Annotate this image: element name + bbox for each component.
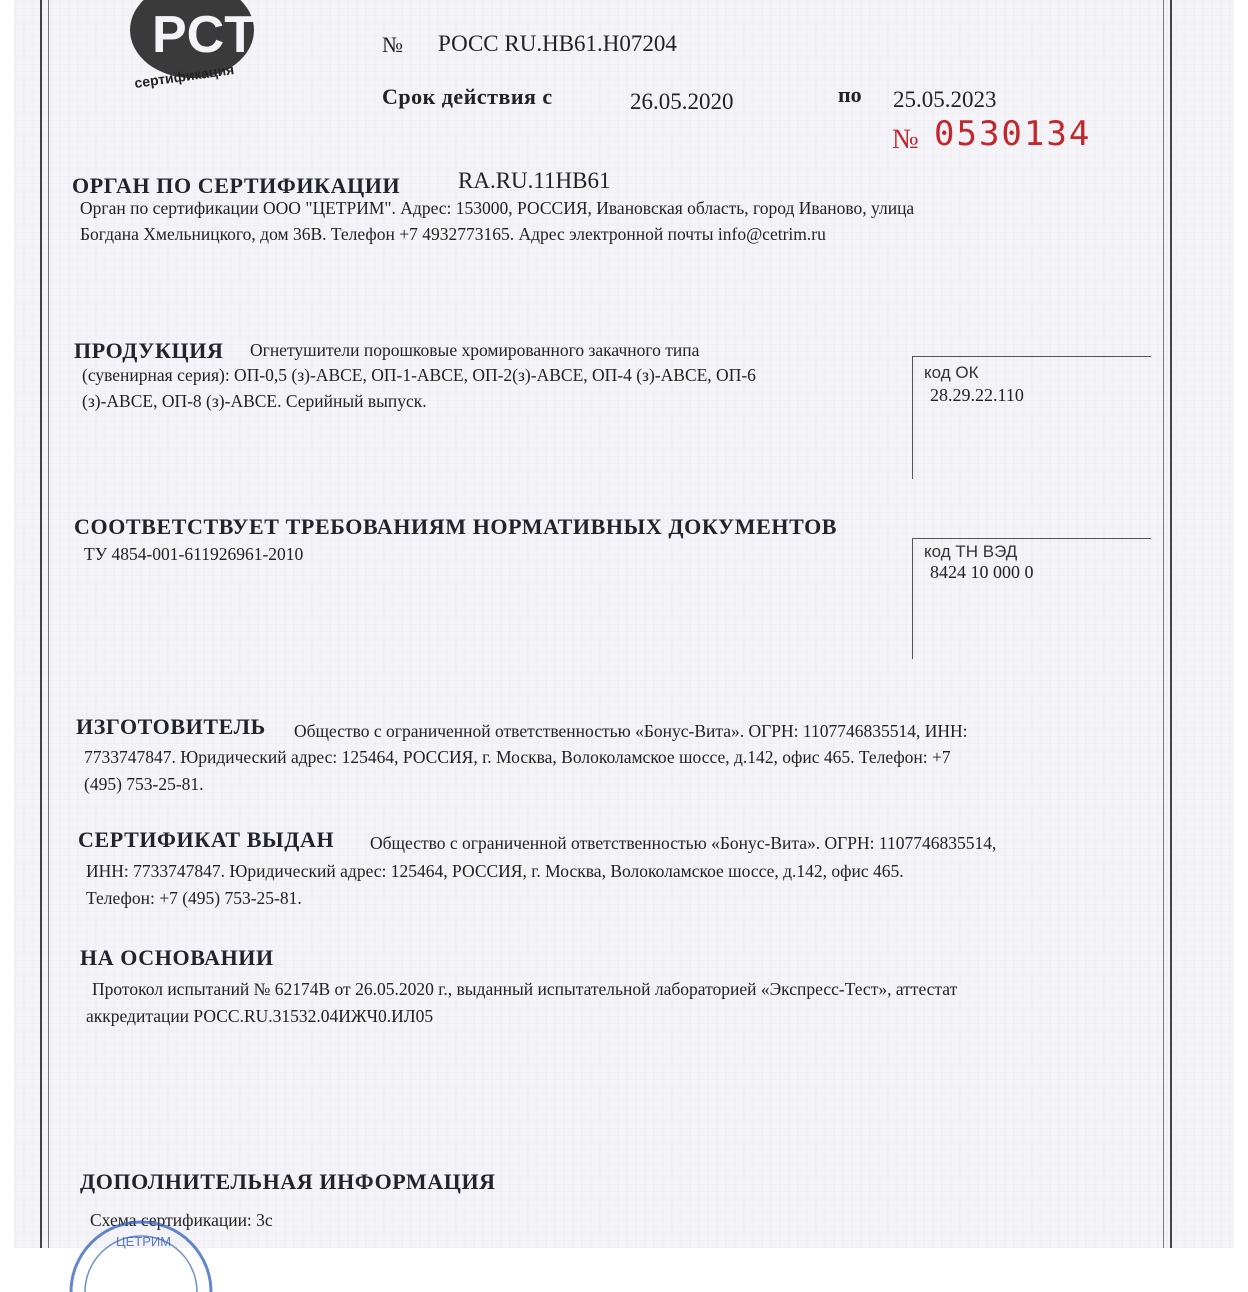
- organ-code: RA.RU.11НВ61: [458, 168, 611, 193]
- okpd-code-label: код ОК: [924, 363, 979, 382]
- manufacturer-title: ИЗГОТОВИТЕЛЬ: [76, 714, 266, 739]
- product-title: ПРОДУКЦИЯ: [74, 338, 224, 363]
- tnved-code-label: код ТН ВЭД: [924, 542, 1018, 561]
- conforms-doc: ТУ 4854-001-611926961-2010: [84, 544, 304, 564]
- issued-to-line-1: Общество с ограниченной ответственностью «Бонус-Вита». ОГРН: 1107746835514,: [370, 833, 997, 853]
- issued-to-title: СЕРТИФИКАТ ВЫДАН: [78, 827, 335, 852]
- basis-line-1: Протокол испытаний № 62174В от 26.05.2020 г., выданный испытательной лабораторией «Экспресс-Тест», аттестат: [92, 979, 958, 999]
- valid-to-label: по: [838, 82, 862, 107]
- issued-to-line-3: Телефон: +7 (495) 753-25-81.: [86, 888, 302, 908]
- validity-label: Срок действия с: [382, 84, 553, 109]
- valid-to: 25.05.2023: [893, 87, 997, 112]
- seal-stamp-icon: [66, 1212, 216, 1292]
- organ-title: ОРГАН ПО СЕРТИФИКАЦИИ: [72, 173, 401, 198]
- manufacturer-line-1: Общество с ограниченной ответственностью «Бонус-Вита». ОГРН: 1107746835514, ИНН:: [294, 721, 968, 741]
- number-label: №: [382, 32, 403, 57]
- product-line-1: Огнетушители порошковые хромированного закачного типа: [250, 340, 700, 360]
- organ-line-1: Орган по сертификации ООО "ЦЕТРИМ". Адрес: 153000, РОССИЯ, Ивановская область, город Иваново, улица: [80, 198, 915, 218]
- okpd-code-value: 28.29.22.110: [930, 385, 1024, 405]
- certificate-number: РОСС RU.НВ61.Н07204: [438, 31, 677, 56]
- certification-scheme: Схема сертификации: 3с: [90, 1210, 273, 1230]
- basis-line-2: аккредитации РОСС.RU.31532.04ИЖЧ0.ИЛ05: [86, 1006, 434, 1026]
- serial-number: 0530134: [934, 114, 1092, 154]
- logo-letters: PCT: [152, 6, 256, 64]
- valid-from: 26.05.2020: [630, 89, 734, 114]
- serial-label: №: [892, 124, 919, 155]
- basis-title: НА ОСНОВАНИИ: [80, 945, 274, 970]
- organ-line-2: Богдана Хмельницкого, дом 36В. Телефон +7 4932773165. Адрес электронной почты info@cetrim.ru: [80, 224, 826, 244]
- product-line-3: (з)-АВСЕ, ОП-8 (з)-АВСЕ. Серийный выпуск.: [82, 391, 427, 411]
- issued-to-line-2: ИНН: 7733747847. Юридический адрес: 125464, РОССИЯ, г. Москва, Волоколамское шоссе, д.142, офис 465.: [86, 861, 904, 881]
- manufacturer-line-2: 7733747847. Юридический адрес: 125464, РОССИЯ, г. Москва, Волоколамское шоссе, д.142, офис 465. Телефон: +7: [84, 747, 951, 767]
- additional-title: ДОПОЛНИТЕЛЬНАЯ ИНФОРМАЦИЯ: [80, 1169, 496, 1194]
- conforms-title: СООТВЕТСТВУЕТ ТРЕБОВАНИЯМ НОРМАТИВНЫХ ДОКУМЕНТОВ: [74, 514, 838, 539]
- product-line-2: (сувенирная серия): ОП-0,5 (з)-АВСЕ, ОП-1-АВСЕ, ОП-2(з)-АВСЕ, ОП-4 (з)-АВСЕ, ОП-6: [82, 365, 756, 385]
- logo-caption: сертификация: [133, 61, 236, 91]
- stamp-text: ЦЕТРИМ: [116, 1234, 172, 1249]
- manufacturer-line-3: (495) 753-25-81.: [84, 774, 204, 794]
- tnved-code-value: 8424 10 000 0: [930, 562, 1034, 582]
